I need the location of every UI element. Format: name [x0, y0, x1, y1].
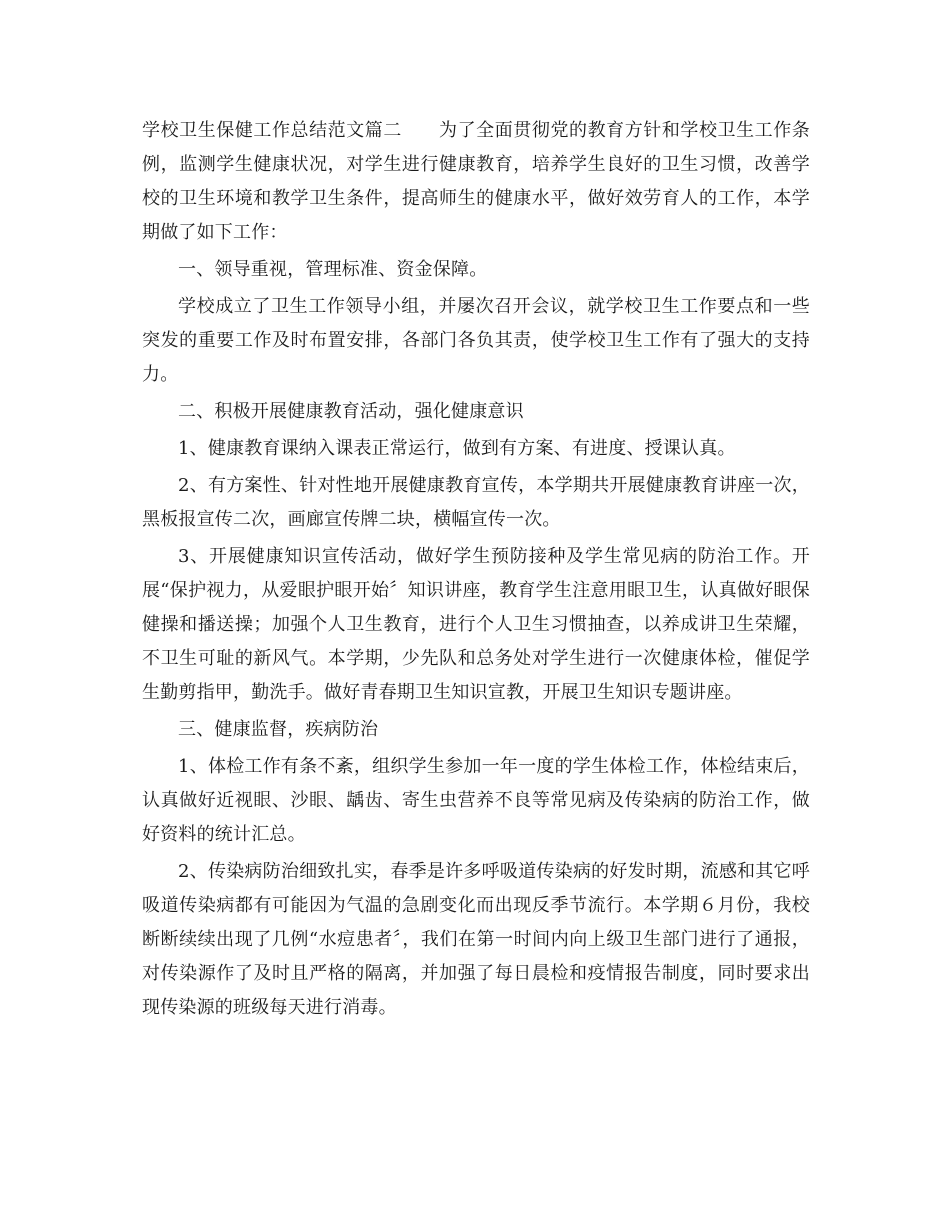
document-body — [142, 114, 810, 1028]
list-item: 2、传染病防治细致扎实，春季是许多呼吸道传染病的好发时期，流感和其它呼吸道传染病都有可能因为气温的急剧变化而出现反季节流行。本学期６月份，我校断断续续出现了几例“水痘患者〞，我们在第一时间内向上级卫生部门进行了通报，对传染源作了及时且严格的隔离，并加强了每日晨检和疫情报告制度，同时要求出现传染源的班级每天进行消毒。 — [142, 861, 810, 1018]
section-heading-2: 二、积极开展健康教育活动，强化健康意识 — [178, 401, 524, 422]
section-heading-3: 三、健康监督，疾病防治 — [178, 719, 379, 740]
paragraph-intro: 学校卫生保健工作总结范文篇二 为了全面贯彻党的教育方针和学校卫生工作条例，监测学生健康状况，对学生进行健康教育，培养学生良好的卫生习惯，改善学校的卫生环境和教学卫生条件，提高师生的健康水平，做好效劳育人的工作，本学期做了如下工作： — [142, 120, 810, 243]
list-item: 1、健康教育课纳入课表正常运行，做到有方案、有进度、授课认真。 — [178, 438, 736, 459]
list-item: 2、有方案性、针对性地开展健康教育宣传，本学期共开展健康教育讲座一次，黑板报宣传二次，画廊宣传牌二块，横幅宣传一次。 — [142, 475, 810, 530]
section-heading-1: 一、领导重视，管理标准、资金保障。 — [178, 259, 488, 280]
list-item: 3、开展健康知识宣传活动，做好学生预防接种及学生常见病的防治工作。开展“保护视力，从爱眼护眼开始〞知识讲座，教育学生注意用眼卫生，认真做好眼保健操和播送操；加强个人卫生教育，进行个人卫生习惯抽查，以养成讲卫生荣耀，不卫生可耻的新风气。本学期，少先队和总务处对学生进行一次健康体检，催促学生勤剪指甲，勤洗手。做好青春期卫生知识宣教，开展卫生知识专题讲座。 — [142, 546, 810, 703]
list-item: 1、体检工作有条不紊，组织学生参加一年一度的学生体检工作，体检结束后，认真做好近视眼、沙眼、龋齿、寄生虫营养不良等常见病及传染病的防治工作，做好资料的统计汇总。 — [142, 756, 810, 845]
paragraph: 学校成立了卫生工作领导小组，并屡次召开会议，就学校卫生工作要点和一些突发的重要工作及时布置安排，各部门各负其责，使学校卫生工作有了强大的支持力。 — [142, 296, 810, 385]
